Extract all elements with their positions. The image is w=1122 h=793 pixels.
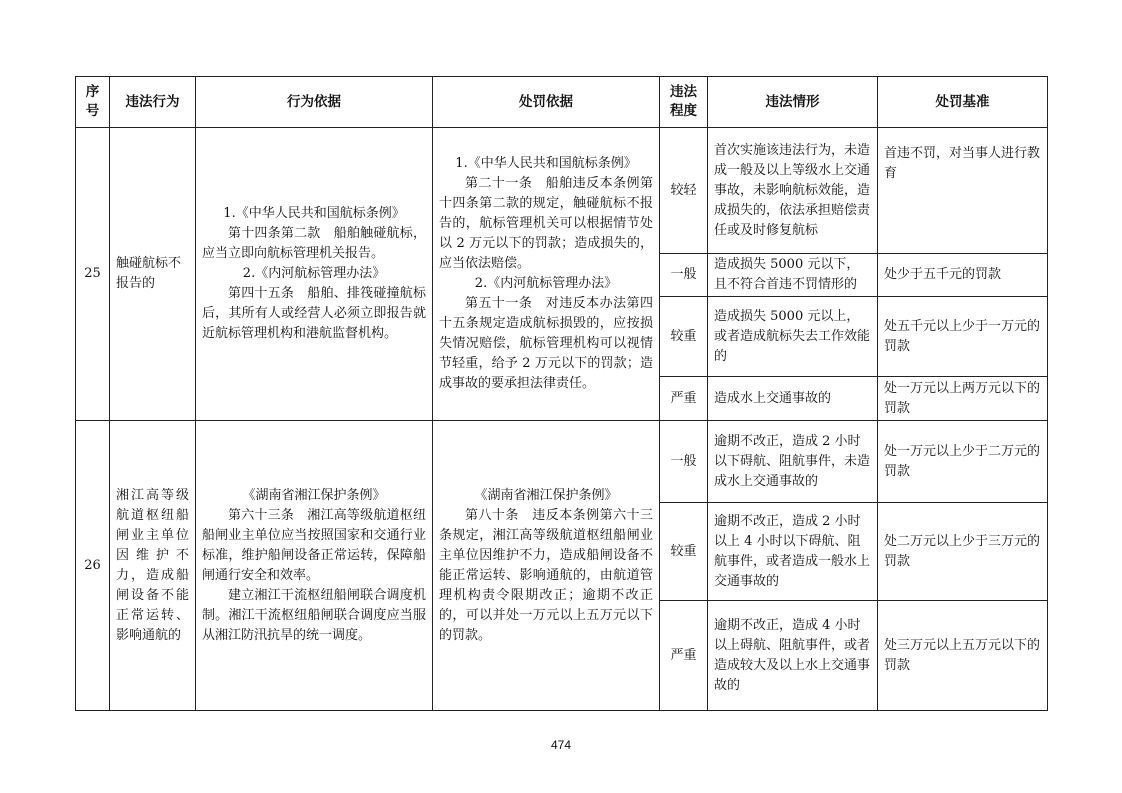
circumstance-cell: 造成水上交通事故的 xyxy=(708,377,878,421)
table-header-row xyxy=(76,77,1048,128)
legal-article: 建立湘江干流枢纽船闸联合调度机制。湘江干流枢纽船闸联合调度应当服从湘江防汛抗旱的统一调度。 xyxy=(202,587,426,643)
table-row xyxy=(76,421,1048,503)
page-number: 474 xyxy=(550,738,572,752)
legal-article: 第八十条 违反本条例第六十三条规定，湘江高等级航道枢纽船闸业主单位因维护不力，造成船闸设备不能正常运转、影响通航的，由航道管理机构责令限期改正；逾期不改正的，可以并处一万元以上五万元以下的罚款。 xyxy=(439,507,653,643)
legal-citation: 2.《内河航标管理办法》 xyxy=(242,266,386,281)
row-26-penalty-basis xyxy=(433,421,660,711)
degree-cell: 严重 xyxy=(660,601,708,711)
degree-cell: 一般 xyxy=(660,254,708,297)
row-25-violation: 触碰航标不报告的 xyxy=(110,128,196,421)
header-seq: 序号 xyxy=(76,77,110,128)
penalty-standards-table xyxy=(75,76,1048,711)
legal-article: 第六十三条 湘江高等级航道枢纽船闸业主单位应当按照国家和交通行业标准，维护船闸设备正常运转，保障船闸通行安全和效率。 xyxy=(202,507,426,583)
legal-citation: 1.《中华人民共和国航标条例》 xyxy=(223,206,405,221)
standard-cell: 处五千元以上少于一万元的罚款 xyxy=(878,297,1048,377)
row-25-seq: 25 xyxy=(76,128,110,421)
legal-citation: 2.《内河航标管理办法》 xyxy=(474,276,618,291)
standard-cell: 处一万元以上两万元以下的罚款 xyxy=(878,377,1048,421)
legal-citation: 《湖南省湘江保护条例》 xyxy=(474,487,618,503)
degree-cell: 一般 xyxy=(660,421,708,503)
circumstance-cell: 首次实施该违法行为，未造成一般及以上等级水上交通事故，未影响航标效能，造成损失的，依法承担赔偿责任或及时修复航标 xyxy=(708,128,878,254)
standard-cell: 处三万元以上五万元以下的罚款 xyxy=(878,601,1048,711)
row-26-seq: 26 xyxy=(76,421,110,711)
row-26-violation: 湘江高等级航道枢纽船闸业主单位因维护不力，造成船闸设备不能正常运转、影响通航的 xyxy=(110,421,196,711)
row-25-penalty-basis xyxy=(433,128,660,421)
circumstance-cell: 逾期不改正，造成 2 小时以下碍航、阻航事件，未造成水上交通事故的 xyxy=(708,421,878,503)
header-standard: 处罚基准 xyxy=(878,77,1048,128)
legal-article: 第五十一条 对违反本办法第四十五条规定造成航标损毁的，应按损失情况赔偿，航标管理机构可以视情节轻重，给予 2 万元以下的罚款；造成事故的要承担法律责任。 xyxy=(439,296,653,391)
legal-citation: 《湖南省湘江保护条例》 xyxy=(242,487,386,503)
degree-cell: 严重 xyxy=(660,377,708,421)
header-violation: 违法行为 xyxy=(110,77,196,128)
standard-cell: 首违不罚，对当事人进行教育 xyxy=(878,128,1048,254)
legal-article: 第二十一条 船舶违反本条例第十四条第二款的规定，触碰航标不报告的，航标管理机关可以根据情节处以 2 万元以下的罚款；造成损失的，应当依法赔偿。 xyxy=(439,176,653,271)
standard-cell: 处二万元以上少于三万元的罚款 xyxy=(878,503,1048,601)
table-row xyxy=(76,128,1048,254)
degree-cell: 较重 xyxy=(660,297,708,377)
header-degree: 违法程度 xyxy=(660,77,708,128)
row-26-behavior-basis xyxy=(196,421,433,711)
legal-article: 第四十五条 船舶、排筏碰撞航标后，其所有人或经营人必须立即报告就近航标管理机构和港航监督机构。 xyxy=(202,286,426,341)
degree-cell: 较轻 xyxy=(660,128,708,254)
standard-cell: 处少于五千元的罚款 xyxy=(878,254,1048,297)
circumstance-cell: 造成损失 5000 元以下，且不符合首违不罚情形的 xyxy=(708,254,878,297)
circumstance-cell: 逾期不改正，造成 2 小时以上 4 小时以下碍航、阻航事件，或者造成一般水上交通事故的 xyxy=(708,503,878,601)
header-behavior-basis: 行为依据 xyxy=(196,77,433,128)
header-penalty-basis: 处罚依据 xyxy=(433,77,660,128)
legal-citation: 1.《中华人民共和国航标条例》 xyxy=(455,156,637,171)
header-circumstances: 违法情形 xyxy=(708,77,878,128)
degree-cell: 较重 xyxy=(660,503,708,601)
standard-cell: 处一万元以上少于二万元的罚款 xyxy=(878,421,1048,503)
row-25-behavior-basis xyxy=(196,128,433,421)
circumstance-cell: 逾期不改正，造成 4 小时以上碍航、阻航事件，或者造成较大及以上水上交通事故的 xyxy=(708,601,878,711)
circumstance-cell: 造成损失 5000 元以上，或者造成航标失去工作效能的 xyxy=(708,297,878,377)
legal-article: 第十四条第二款 船舶触碰航标，应当立即向航标管理机关报告。 xyxy=(202,226,426,261)
